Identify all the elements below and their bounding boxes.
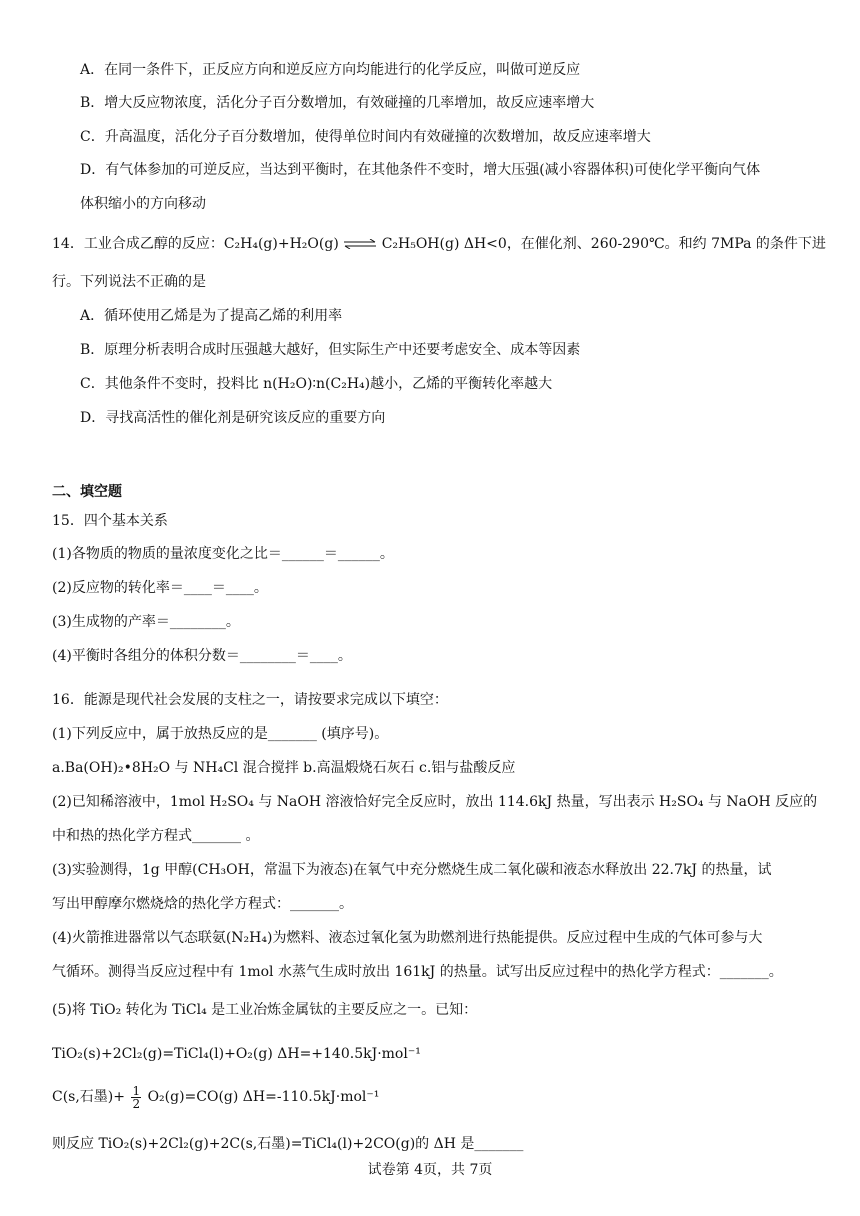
- q13-option-d-line2: 体积缩小的方向移动: [80, 196, 206, 212]
- q14-prefix: 14．工业合成乙醇的反应：: [52, 236, 224, 252]
- q14-option-a: A．循环使用乙烯是为了提高乙烯的利用率: [80, 308, 343, 324]
- q16-part1: (1)下列反应中，属于放热反应的是_______ (填序号)。: [52, 726, 389, 742]
- q15-part3: (3)生成物的产率＝________。: [52, 614, 240, 630]
- q16-part1-options: a.Ba(OH)₂•8H₂O 与 NH₄Cl 混合搅拌 b.高温煅烧石灰石 c.铝与盐酸反应: [52, 760, 516, 776]
- q16-final-question: 则反应 TiO₂(s)+2Cl₂(g)+2C(s,石墨)=TiCl₄(l)+2CO(g)的 ΔH 是_______: [52, 1136, 524, 1152]
- q14-equation-left: C₂H₄(g)+H₂O(g): [223, 236, 339, 252]
- q16-title: 16．能源是现代社会发展的支柱之一，请按要求完成以下填空：: [52, 692, 448, 708]
- q16-part4-line2: 气循环。测得当反应过程中有 1mol 水蒸气生成时放出 161kJ 的热量。试写出反应过程中的热化学方程式：_______。: [52, 964, 783, 980]
- page-footer: 试卷第 4页，共 7页: [367, 1162, 493, 1178]
- q16-part3-line1: (3)实验测得，1g 甲醇(CH₃OH，常温下为液态)在氧气中充分燃烧生成二氧化碳和液态水释放出 22.7kJ 的热量，试: [52, 862, 772, 878]
- eq2-left: C(s,石墨)+: [52, 1089, 126, 1105]
- q16-part3-line2: 写出甲醇摩尔燃烧焓的热化学方程式：_______。: [52, 896, 353, 912]
- q14-equation-right: C₂H₅OH(g) ΔH<0，在催化剂、260-290℃。和约 7MPa 的条件下进: [381, 236, 826, 252]
- q13-option-c: C．升高温度，活化分子百分数增加，使得单位时间内有效碰撞的次数增加，故反应速率增大: [80, 129, 651, 145]
- q14-option-c: C．其他条件不变时，投料比 n(H₂O)∶n(C₂H₄)越小，乙烯的平衡转化率越大: [80, 376, 553, 392]
- q14-stem-line2: 行。下列说法不正确的是: [52, 274, 206, 290]
- q13-option-d-line1: D．有气体参加的可逆反应，当达到平衡时，在其他条件不变时，增大压强(减小容器体积)可使化学平衡向气体: [80, 162, 761, 178]
- q16-equation-2: [52, 1084, 379, 1110]
- q13-option-b: B．增大反应物浓度，活化分子百分数增加，有效碰撞的几率增加，故反应速率增大: [80, 95, 595, 111]
- fraction-denominator: 2: [132, 1096, 141, 1111]
- equilibrium-arrow-icon: [343, 239, 377, 249]
- q15-title: 15．四个基本关系: [52, 513, 168, 529]
- q15-part4: (4)平衡时各组分的体积分数＝________＝____。: [52, 648, 352, 664]
- fraction-numerator: 1: [132, 1083, 141, 1098]
- q13-option-a: A．在同一条件下，正反应方向和逆反应方向均能进行的化学反应，叫做可逆反应: [80, 62, 581, 78]
- q16-part2-line1: (2)已知稀溶液中，1mol H₂SO₄ 与 NaOH 溶液恰好完全反应时，放出 114.6kJ 热量，写出表示 H₂SO₄ 与 NaOH 反应的: [52, 794, 818, 810]
- q14-option-b: B．原理分析表明合成时压强越大越好，但实际生产中还要考虑安全、成本等因素: [80, 342, 581, 358]
- section-title: 二、填空题: [52, 484, 122, 500]
- q16-part5-intro: (5)将 TiO₂ 转化为 TiCl₄ 是工业冶炼金属钛的主要反应之一。已知：: [52, 1002, 478, 1018]
- q16-part2-line2: 中和热的热化学方程式_______ 。: [52, 828, 260, 844]
- eq2-right: O₂(g)=CO(g) ΔH=-110.5kJ·mol⁻¹: [147, 1089, 380, 1105]
- fraction-one-half: [131, 1085, 141, 1110]
- q16-part4-line1: (4)火箭推进器常以气态联氨(N₂H₄)为燃料、液态过氧化氢为助燃剂进行热能提供。反应过程中生成的气体可参与大: [52, 930, 763, 946]
- q15-part1: (1)各物质的物质的量浓度变化之比＝______＝______。: [52, 546, 394, 562]
- q14-option-d: D．寻找高活性的催化剂是研究该反应的重要方向: [80, 410, 386, 426]
- q16-equation-1: TiO₂(s)+2Cl₂(g)=TiCl₄(l)+O₂(g) ΔH=+140.5kJ·mol⁻¹: [52, 1046, 421, 1062]
- q15-part2: (2)反应物的转化率＝____＝____。: [52, 580, 268, 596]
- q14-stem-line1: [52, 234, 826, 254]
